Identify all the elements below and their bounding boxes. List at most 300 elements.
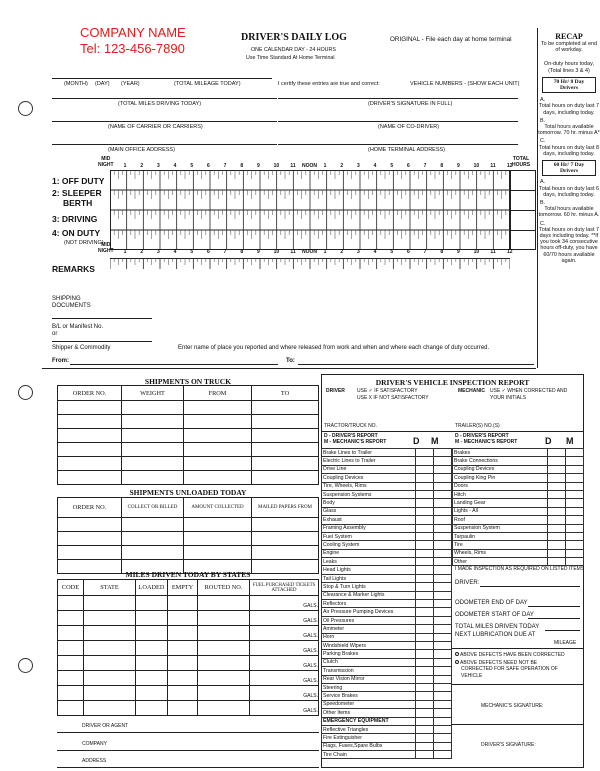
original-note: ORIGINAL - File each day at home terminal (390, 36, 512, 43)
miles-by-states-title: MILES DRIVEN TODAY BY STATES (125, 570, 251, 579)
driver-check-cell[interactable] (548, 524, 566, 532)
mechanic-check-cell[interactable] (434, 549, 452, 557)
driver-check-cell[interactable] (416, 675, 434, 683)
driver-check-cell[interactable] (416, 532, 434, 540)
mechanic-check-cell[interactable] (566, 558, 584, 566)
inspection-item-row[interactable] (322, 499, 452, 507)
mechanic-check-cell[interactable] (434, 709, 452, 717)
col-weight: WEIGHT (122, 386, 184, 401)
hour-label: 4 (373, 163, 377, 169)
hour-label: NOON (302, 249, 317, 255)
driver-check-cell[interactable] (416, 499, 434, 507)
driver-check-cell[interactable] (416, 616, 434, 624)
hour-label: 1 (123, 163, 127, 169)
recap-panel (538, 32, 600, 264)
inspection-item-label: Parking Brakes (322, 650, 416, 658)
driver-check-cell[interactable] (416, 507, 434, 515)
driver-check-cell[interactable] (416, 667, 434, 675)
inspection-item-row[interactable] (322, 558, 452, 566)
defects-corrected-option[interactable]: ABOVE DEFECTS HAVE BEEN CORRECTED (455, 652, 565, 659)
col-collect-billed: COLLECT OR BILLED (122, 498, 184, 518)
m-col-label: M (431, 436, 439, 446)
driver-check-cell[interactable] (548, 457, 566, 465)
inspection-item-label: Fire Extinguisher (322, 734, 416, 742)
mechanic-check-cell[interactable] (434, 583, 452, 591)
col-loaded: LOADED (136, 580, 168, 596)
miles-by-states-table[interactable] (57, 579, 319, 716)
mechanic-check-cell[interactable] (434, 449, 452, 457)
inspection-item-row[interactable] (322, 532, 452, 540)
binder-hole-bottom (18, 658, 33, 673)
company-label: COMPANY (82, 741, 107, 747)
table-row[interactable] (58, 532, 319, 546)
driver-check-cell[interactable] (416, 482, 434, 490)
mechanic-check-cell[interactable] (434, 541, 452, 549)
driver-check-cell[interactable] (416, 583, 434, 591)
inspection-item-row[interactable] (322, 574, 452, 582)
inspection-item-row[interactable] (322, 482, 452, 490)
d-report-label: D - DRIVER'S REPORT (324, 433, 378, 439)
home-terminal-label: (HOME TERMINAL ADDRESS) (368, 147, 446, 153)
driver-check-cell[interactable] (416, 566, 434, 574)
driver-check-cell[interactable] (548, 549, 566, 557)
mechanic-check-cell[interactable] (434, 650, 452, 658)
mechanic-check-cell[interactable] (566, 507, 584, 515)
col-empty: EMPTY (168, 580, 198, 596)
mechanic-signature-field[interactable] (452, 724, 584, 725)
odo-start-field[interactable] (528, 618, 580, 619)
table-row[interactable] (58, 401, 319, 415)
driver-check-cell[interactable] (548, 532, 566, 540)
driver-check-cell[interactable] (548, 490, 566, 498)
mechanic-check-cell[interactable] (434, 558, 452, 566)
inspection-item-label: Framing Assembly (322, 524, 416, 532)
inspection-item-label: Head Lights (322, 566, 416, 574)
inspection-item-row[interactable] (322, 566, 452, 574)
mechanic-check-cell[interactable] (566, 465, 584, 473)
hour-label: 9 (457, 249, 460, 255)
inspection-item-label: Brake Connections (453, 457, 548, 465)
hour-label: 8 (440, 249, 444, 255)
hour-label: 9 (257, 249, 260, 255)
inspection-item-label: Tarpaulin (453, 532, 548, 540)
table-row[interactable] (58, 429, 319, 443)
hour-label: 8 (240, 249, 244, 255)
table-row[interactable] (58, 457, 319, 471)
hour-label: 7 (423, 249, 427, 255)
inspection-item-row[interactable] (453, 558, 584, 566)
recap-title: RECAP (555, 32, 583, 41)
mechanic-check-cell[interactable] (566, 541, 584, 549)
inspection-item-row[interactable] (322, 516, 452, 524)
recap-60hr-box: 60 Hr/ 7 Day Drivers (542, 160, 596, 176)
inspection-item-row[interactable] (453, 549, 584, 557)
main-office-label: (MAIN OFFICE ADDRESS) (108, 147, 175, 153)
shipments-unloaded-title: SHIPMENTS UNLOADED TODAY (129, 488, 247, 497)
driver-check-cell[interactable] (416, 541, 434, 549)
radio-corrected[interactable] (455, 652, 459, 656)
mechanic-check-cell[interactable] (566, 499, 584, 507)
tractor-label: TRACTOR/TRUCK NO. (324, 423, 377, 429)
mechanic-check-cell[interactable] (434, 465, 452, 473)
insp-driver-use2: USE X IF NOT SATISFACTORY (357, 395, 429, 401)
mechanic-check-cell[interactable] (566, 482, 584, 490)
emergency-item-row[interactable] (322, 742, 452, 750)
mechanic-check-cell[interactable] (434, 507, 452, 515)
hour-label: 11 (290, 163, 296, 169)
mechanic-check-cell[interactable] (434, 658, 452, 666)
hour-label: 2 (340, 163, 344, 169)
vehicle-numbers-label: VEHICLE NUMBERS - (SHOW EACH UNIT) (410, 81, 520, 87)
inspection-item-label: Doors (453, 482, 548, 490)
hour-label: 5 (390, 163, 394, 169)
inspection-item-row[interactable] (322, 633, 452, 641)
mechanic-check-cell[interactable] (566, 457, 584, 465)
inspection-item-label: Lights - All (453, 507, 548, 515)
driver-check-cell[interactable] (416, 700, 434, 708)
mechanic-check-cell[interactable] (434, 499, 452, 507)
driver-check-cell[interactable] (548, 507, 566, 515)
mechanic-check-cell[interactable] (434, 742, 452, 750)
driver-check-cell[interactable] (416, 549, 434, 557)
inspection-item-row[interactable] (453, 499, 584, 507)
inspection-item-row[interactable] (453, 516, 584, 524)
driver-check-cell[interactable] (548, 516, 566, 524)
duty-status-grid[interactable] (110, 170, 510, 250)
mechanic-check-cell[interactable] (434, 532, 452, 540)
hour-label: 1 (323, 249, 327, 255)
driver-check-cell[interactable] (416, 524, 434, 532)
inspection-item-row[interactable] (453, 524, 584, 532)
inspection-item-label: Coupling Devices (453, 465, 548, 473)
inspection-item-row[interactable] (322, 549, 452, 557)
inspection-item-label: Wheels, Rims (453, 549, 548, 557)
driver-check-cell[interactable] (416, 692, 434, 700)
mechanic-check-cell[interactable] (434, 667, 452, 675)
inspection-item-row[interactable] (322, 616, 452, 624)
mechanic-check-cell[interactable] (434, 675, 452, 683)
mechanic-check-cell[interactable] (434, 490, 452, 498)
inspection-item-row[interactable] (322, 650, 452, 658)
driver-check-cell[interactable] (416, 751, 434, 759)
grid-mid-label-bottom: MID NIGHT (98, 242, 114, 254)
insp-driver-field[interactable] (480, 586, 580, 587)
table-row[interactable] (58, 546, 319, 560)
mechanic-check-cell[interactable] (434, 692, 452, 700)
inspection-item-row[interactable] (453, 482, 584, 490)
grid-hours-bottom (0, 250, 600, 258)
inspection-item-label: Suspension Systems (322, 490, 416, 498)
to-field[interactable] (298, 364, 534, 365)
table-row[interactable] (58, 415, 319, 429)
driver-check-cell[interactable] (416, 625, 434, 633)
table-row[interactable] (58, 518, 319, 532)
mechanic-check-cell[interactable] (434, 474, 452, 482)
driver-check-cell[interactable] (416, 717, 434, 725)
recap-a2-text: Total hours on duty last 6 days, including today. (539, 185, 599, 198)
d-col-label: D (413, 436, 420, 446)
table-row[interactable]: GALS. (58, 596, 319, 611)
emergency-equipment-header[interactable] (322, 717, 452, 725)
inspection-item-row[interactable] (322, 465, 452, 473)
table-row[interactable]: GALS. (58, 641, 319, 656)
driver-check-cell[interactable] (548, 499, 566, 507)
emergency-item-row[interactable] (322, 734, 452, 742)
inspection-item-label: Electric Lines to Trailer (322, 457, 416, 465)
total-miles-field[interactable] (545, 630, 580, 631)
driver-check-cell[interactable] (416, 600, 434, 608)
inspection-item-row[interactable] (322, 583, 452, 591)
driver-check-cell[interactable] (548, 449, 566, 457)
driver-check-cell[interactable] (416, 591, 434, 599)
mechanic-check-cell[interactable] (434, 608, 452, 616)
grid-mid-label: MID NIGHT (98, 156, 114, 168)
col-amount-collected: AMOUNT COLLECTED (184, 498, 252, 518)
inspection-item-label: Service Brakes (322, 692, 416, 700)
inspection-item-row[interactable] (322, 709, 452, 717)
inspection-item-row[interactable] (453, 507, 584, 515)
shipments-unloaded-table[interactable] (57, 497, 319, 574)
inspection-item-row[interactable] (322, 524, 452, 532)
driver-check-cell[interactable] (548, 558, 566, 566)
table-row[interactable]: GALS. (58, 701, 319, 716)
mechanic-check-cell[interactable] (434, 751, 452, 759)
mileage-label: MILEAGE (554, 640, 577, 646)
total-miles-driving-label: (TOTAL MILES DRIVING TODAY) (118, 101, 202, 107)
driver-check-cell[interactable] (416, 725, 434, 733)
inspection-item-row[interactable] (453, 474, 584, 482)
hour-label: 6 (207, 249, 210, 255)
col-order-no: ORDER NO. (58, 386, 122, 401)
driver-check-cell[interactable] (416, 650, 434, 658)
recap-onduty: On-duty hours today, (Total lines 3 & 4) (544, 61, 594, 74)
hour-label: 3 (357, 249, 360, 255)
col-from: FROM (184, 386, 252, 401)
driver-check-cell[interactable] (416, 641, 434, 649)
inspection-item-row[interactable] (322, 608, 452, 616)
d-col-label-right: D (545, 436, 552, 446)
hour-label: 6 (407, 163, 410, 169)
driver-agent-field[interactable] (57, 732, 319, 733)
inspection-item-row[interactable] (322, 457, 452, 465)
company-field[interactable] (57, 750, 319, 751)
inspection-item-row[interactable] (322, 692, 452, 700)
recap-a2-letter: A. (540, 179, 546, 186)
col-fuel-purchased: FUEL PURCHASED TICKETS ATTACHED (250, 580, 319, 596)
mechanic-check-cell[interactable] (434, 616, 452, 624)
row-berth: BERTH (63, 198, 93, 208)
address-field[interactable] (57, 767, 319, 768)
company-tel: Tel: 123-456-7890 (80, 41, 185, 56)
mechanic-check-cell[interactable] (434, 625, 452, 633)
mechanic-check-cell[interactable] (566, 474, 584, 482)
inspection-item-row[interactable] (453, 449, 584, 457)
driver-check-cell[interactable] (548, 482, 566, 490)
table-row[interactable] (58, 443, 319, 457)
inspection-item-row[interactable] (453, 457, 584, 465)
inspection-item-row[interactable] (322, 658, 452, 666)
binder-hole-middle (18, 385, 33, 400)
driver-check-cell[interactable] (548, 474, 566, 482)
hour-label: 1 (323, 163, 327, 169)
mechanic-check-cell[interactable] (566, 549, 584, 557)
driver-check-cell[interactable] (416, 709, 434, 717)
certify-text: I certify these entries are true and correct: (278, 81, 380, 87)
hour-label: NOON (302, 163, 317, 169)
row-sleeper: 2: SLEEPER (52, 188, 102, 198)
row-driving: 3: DRIVING (52, 214, 98, 224)
inspection-item-row[interactable] (322, 625, 452, 633)
inspection-item-label: Clutch (322, 658, 416, 666)
recap-a1-text: Total hours on duty last 7 days, including today. (539, 103, 599, 116)
radio-not-corrected[interactable] (455, 660, 459, 664)
driver-check-cell[interactable] (416, 683, 434, 691)
mechanic-check-cell[interactable] (434, 516, 452, 524)
table-row[interactable]: GALS. (58, 686, 319, 701)
hour-label: 6 (407, 249, 410, 255)
driver-check-cell[interactable] (416, 574, 434, 582)
driver-check-cell[interactable] (416, 457, 434, 465)
inspection-item-row[interactable] (322, 474, 452, 482)
emergency-item-row[interactable] (322, 725, 452, 733)
mechanic-check-cell[interactable] (434, 734, 452, 742)
mechanic-check-cell[interactable] (434, 524, 452, 532)
hour-label: 1 (123, 249, 127, 255)
mechanic-check-cell[interactable] (434, 700, 452, 708)
driver-check-cell[interactable] (548, 541, 566, 549)
driver-check-cell[interactable] (416, 734, 434, 742)
mechanic-check-cell[interactable] (566, 532, 584, 540)
inspection-item-label: Leaks (322, 558, 416, 566)
insp-driver-use1: USE ✓ IF SATISFACTORY (357, 388, 418, 394)
insp-mechanic-label: MECHANIC (458, 388, 485, 394)
mechanic-check-cell[interactable] (434, 457, 452, 465)
hour-label: 12 (507, 163, 513, 169)
mechanic-check-cell[interactable] (566, 449, 584, 457)
inspection-item-row[interactable] (322, 507, 452, 515)
recap-c1-text: Total hours on duty last 8 days, including today. (539, 144, 599, 157)
left-inspection-items[interactable] (321, 448, 452, 759)
inspection-item-row[interactable] (453, 465, 584, 473)
driver-check-cell[interactable] (416, 742, 434, 750)
inspection-item-row[interactable] (322, 683, 452, 691)
shipments-on-truck-table[interactable] (57, 385, 319, 485)
mechanic-check-cell[interactable] (566, 516, 584, 524)
inspection-item-label: Clearance & Marker Lights (322, 591, 416, 599)
driver-check-cell[interactable] (416, 608, 434, 616)
mechanic-check-cell[interactable] (434, 574, 452, 582)
mechanic-check-cell[interactable] (434, 683, 452, 691)
driver-check-cell[interactable] (416, 633, 434, 641)
mechanic-check-cell[interactable] (434, 633, 452, 641)
shipping-instruction: Enter name of place you reported and where released from work and when and where each change of duty occurred. (178, 345, 490, 351)
inspection-item-row[interactable] (322, 449, 452, 457)
table-row[interactable]: GALS. (58, 611, 319, 626)
inspection-item-label: Brake Lines to Trailer (322, 449, 416, 457)
mechanic-check-cell[interactable] (434, 717, 452, 725)
inspection-item-label: Suspension System (453, 524, 548, 532)
mechanic-check-cell[interactable] (434, 482, 452, 490)
defects-not-corrected-option[interactable]: ABOVE DEFECTS NEED NOT BE (455, 660, 537, 667)
carrier-name-label: (NAME OF CARRIER OR CARRIERS) (108, 124, 203, 130)
inspection-item-row[interactable] (453, 541, 584, 549)
inspection-item-label: Glass (322, 507, 416, 515)
emergency-item-row[interactable] (322, 751, 452, 759)
hour-label: 10 (273, 163, 280, 169)
driver-check-cell[interactable] (416, 490, 434, 498)
right-inspection-items[interactable] (452, 448, 584, 566)
remarks-ruler (110, 258, 510, 270)
inspection-item-label: Windshield Wipers (322, 641, 416, 649)
mechanic-check-cell[interactable] (434, 591, 452, 599)
hour-label: 8 (440, 163, 444, 169)
inspection-item-label: Air Pressure Pumping Devices (322, 608, 416, 616)
inspection-item-row[interactable] (322, 490, 452, 498)
driver-check-cell[interactable] (416, 449, 434, 457)
inspection-item-row[interactable] (453, 532, 584, 540)
hour-label: 5 (390, 249, 394, 255)
insp-mech-use1: USE ✓ WHEN CORRECTED AND (490, 388, 568, 394)
inspection-item-row[interactable] (322, 591, 452, 599)
mechanic-check-cell[interactable] (434, 566, 452, 574)
inspection-item-row[interactable] (322, 700, 452, 708)
table-row[interactable]: GALS. (58, 671, 319, 686)
inspection-item-label: Tire (453, 541, 548, 549)
inspection-item-label: Steering (322, 683, 416, 691)
driver-check-cell[interactable] (416, 558, 434, 566)
inspection-item-row[interactable] (322, 641, 452, 649)
table-row[interactable]: GALS. (58, 656, 319, 671)
driver-check-cell[interactable] (416, 516, 434, 524)
inspection-item-label: Stop & Turn Lights (322, 583, 416, 591)
odo-start-label: ODOMETER START OF DAY (455, 612, 534, 618)
d-report-label-right: D - DRIVER'S REPORT (455, 433, 509, 439)
driver-check-cell[interactable] (416, 465, 434, 473)
insp-driver-sig-label: DRIVER: (455, 580, 480, 586)
mechanic-check-cell[interactable] (566, 524, 584, 532)
from-field[interactable] (70, 364, 278, 365)
shipping-docs-label: SHIPPING DOCUMENTS (52, 296, 91, 309)
odo-end-field[interactable] (528, 606, 580, 607)
hour-label: 10 (473, 163, 480, 169)
address-label: ADDRESS (82, 758, 107, 764)
driver-check-cell[interactable] (548, 465, 566, 473)
row-not-driving: (NOT DRIVING) (64, 240, 104, 246)
inspection-item-row[interactable] (322, 675, 452, 683)
inspection-item-label: Tire, Wheels, Rims (322, 482, 416, 490)
hour-label: 7 (223, 249, 227, 255)
recap-c1-letter: C. (540, 138, 546, 145)
inspection-item-label: Tire Chain (322, 751, 416, 759)
inspection-item-row[interactable] (322, 667, 452, 675)
inspection-item-row[interactable] (322, 541, 452, 549)
title-sub-1: ONE CALENDAR DAY - 24 HOURS (251, 47, 336, 53)
mechanic-check-cell[interactable] (434, 641, 452, 649)
table-row[interactable]: GALS. (58, 626, 319, 641)
inspection-item-row[interactable] (322, 600, 452, 608)
hour-label: 10 (473, 249, 480, 255)
shipments-on-truck-title: SHIPMENTS ON TRUCK (144, 377, 232, 386)
table-row[interactable] (58, 471, 319, 485)
mechanic-check-cell[interactable] (434, 725, 452, 733)
inspection-item-label: Oil Pressures (322, 616, 416, 624)
inspection-item-row[interactable] (453, 490, 584, 498)
driver-check-cell[interactable] (416, 658, 434, 666)
page-title: DRIVER'S DAILY LOG (241, 32, 347, 43)
mechanic-check-cell[interactable] (434, 600, 452, 608)
mechanic-check-cell[interactable] (566, 490, 584, 498)
driver-check-cell[interactable] (416, 474, 434, 482)
